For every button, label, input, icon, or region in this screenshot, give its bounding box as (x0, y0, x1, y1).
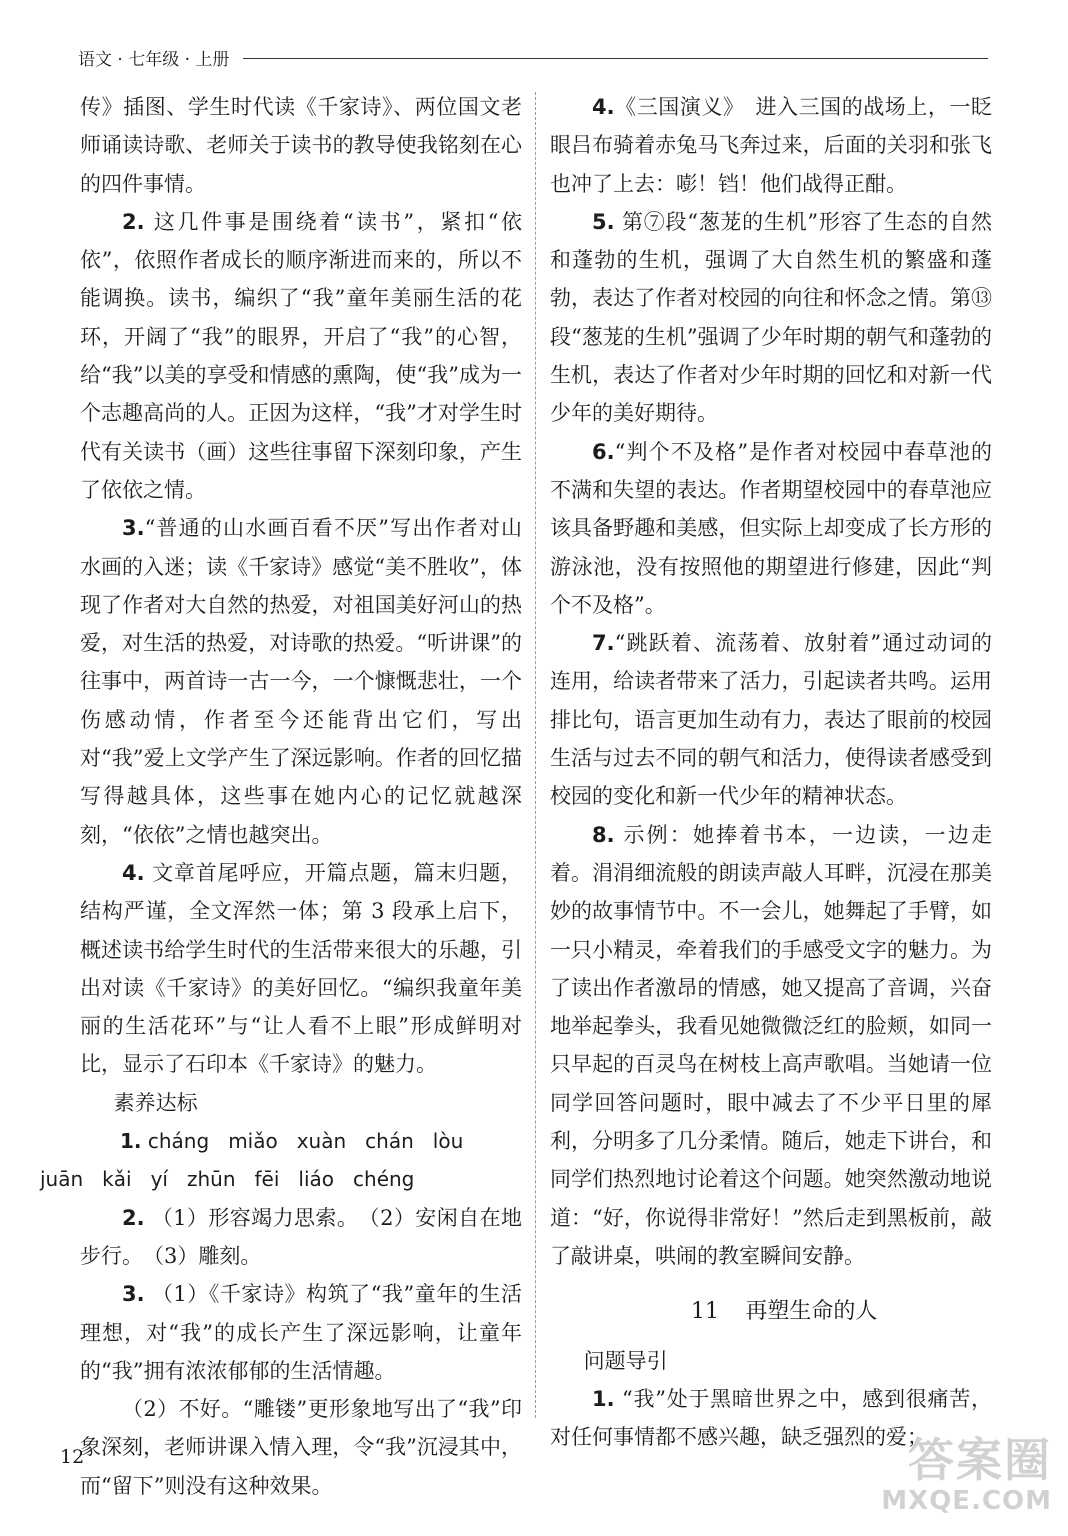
item-number: 1. (120, 1129, 142, 1154)
item-number: 3. (122, 1282, 145, 1307)
pinyin: xuàn (296, 1129, 347, 1154)
answer-item (80, 1275, 522, 1390)
lesson-name: 再塑生命的人 (745, 1299, 878, 1325)
item-text: 《三国演义》 进入三国的战场上，一眨眼吕布骑着赤兔马飞奔过来，后面的关羽和张飞也冲了上去：嘭！铛！他们战得正酣。 (550, 95, 992, 196)
item-text: 示例：她捧着书本，一边读，一边走着。涓涓细流般的朗读声敲人耳畔，沉浸在那美妙的故事情节中。不一会儿，她舞起了手臂，如一只小精灵，牵着我们的手感受文字的魅力。为了读出作者激昂的情感，她又提高了音调，兴奋地举起拳头，我看见她微微泛红的脸颊，如同一只早起的百灵鸟在树枝上高声歌唱。当她请一位同学回答问题时，眼中减去了不少平日里的犀利，分明多了几分柔情。随后，她走下讲台，和同学们热烈地讨论着这个问题。她突然激动地说道：“好，你说得非常好！”然后走到黑板前，敲了敲讲桌，哄闹的教室瞬间安静。 (550, 822, 993, 1268)
item-number: 5. (592, 209, 615, 234)
item-text: 这几件事是围绕着“读书”，紧扣“依依”，依照作者成长的顺序渐进而来的，所以不能调换。读书，编织了“我”童年美丽生活的花环，开阔了“我”的眼界，开启了“我”的心智，给“我”以美的享受和情感的熏陶，使“我”成为一个志趣高尚的人。正因为这样，“我”才对学生时代有关读书（画）这些往事留下深刻印象，产生了依依之情。 (80, 209, 522, 502)
answer-item (550, 203, 992, 433)
answer-item (550, 88, 992, 203)
item-text: “判个不及格”是作者对校园中春草池的不满和失望的表达。作者期望校园中的春草池应该具备野趣和美感，但实际上却变成了长方形的游泳池，没有按照他的期望进行修建，因此“判个不及格”。 (550, 439, 992, 617)
pinyin: chéng (353, 1167, 415, 1192)
item-text: “我”处于黑暗世界之中，感到很痛苦，对任何事情都不感兴趣，缺乏强烈的爱； (550, 1386, 992, 1450)
pinyin: liáo (298, 1167, 335, 1192)
item-text: （1）《千家诗》构筑了“我”童年的生活理想，对“我”的成长产生了深远影响，让童年的“我”拥有浓浓郁郁的生活情趣。 (80, 1282, 522, 1383)
item-number: 4. (122, 860, 145, 885)
pinyin: kǎi (102, 1167, 132, 1192)
pinyin: chán (365, 1129, 414, 1154)
item-number: 2. (122, 209, 145, 234)
pinyin: yí (150, 1167, 168, 1192)
watermark-url: MXQE.COM (881, 1486, 1052, 1516)
pinyin: juān (40, 1167, 84, 1192)
item-number: 8. (592, 822, 615, 847)
item-number: 4. (592, 95, 615, 119)
pinyin: miǎo (228, 1129, 278, 1154)
item-text: 第⑦段“葱茏的生机”形容了生态的自然和蓬勃的生机，强调了大自然生机的繁盛和蓬勃，表达了作者对校园的向往和怀念之情。第⑬段“葱茏的生机”强调了少年时期的朝气和蓬勃的生机，表达了作者对少年时期的回忆和对新一代少年的美好期待。 (550, 209, 992, 426)
item-number: 3. (122, 516, 145, 541)
paragraph: 传》插图、学生时代读《千家诗》、两位国文老师诵读诗歌、老师关于读书的教导使我铭刻在心的四件事情。 (80, 95, 522, 196)
header-label: 语文 · 七年级 · 上册 (78, 49, 230, 70)
item-text: （1）形容竭力思索。 （2）安闲自在地步行。 （3）雕刻。 (80, 1205, 522, 1268)
answer-item (80, 203, 522, 509)
answer-item (550, 816, 992, 1276)
pinyin: lòu (432, 1129, 464, 1154)
lesson-number: 11 (690, 1299, 719, 1325)
page-number: 12 (60, 1446, 85, 1468)
answer-item (80, 854, 522, 1084)
item-text: “跳跃着、流荡着、放射着”通过动词的连用，给读者带来了活力，引起读者共鸣。运用排比句，语言更加生动有力，表达了眼前的校园生活与过去不同的朝气和活力，使得读者感受到校园的变化和新一代少年的精神状态。 (550, 631, 992, 809)
item-number: 2. (122, 1205, 145, 1230)
pinyin: zhūn (186, 1167, 236, 1192)
answer-item (550, 624, 992, 815)
item-text: “普通的山水画百看不厌”写出作者对山水画的入迷；读《千家诗》感觉“美不胜收”，体现了作者对大自然的热爱，对祖国美好河山的热爱，对生活的热爱，对诗歌的热爱。“听讲课”的往事中，两首诗一古一今，一个慷慨悲壮，一个伤感动情，作者至今还能背出它们，写出对“我”爱上文学产生了深远影响。作者的回忆描写得越具体，这些事在她内心的记忆就越深刻，“依依”之情也越突出。 (80, 516, 522, 847)
pinyin: fēi (254, 1167, 280, 1192)
paragraph: （2）不好。“雕镂”更形象地写出了“我”印象深刻，老师讲课入情入理，令“我”沉浸其中，而“留下”则没有这种效果。 (80, 1397, 522, 1498)
item-text: 文章首尾呼应，开篇点题，篇末归题，结构严谨，全文浑然一体；第 3 段承上启下，概述读书给学生时代的生活带来很大的乐趣，引出对读《千家诗》的美好回忆。“编织我童年美丽的生活花环”与“让人看不上眼”形成鲜明对比，显示了石印本《千家诗》的魅力。 (80, 860, 522, 1077)
right-column (550, 88, 992, 1456)
answer-item (80, 509, 522, 854)
page-header (78, 40, 988, 74)
header-rule (243, 58, 988, 59)
pinyin-answer (40, 1122, 522, 1199)
item-number: 1. (592, 1386, 615, 1411)
item-number: 7. (592, 631, 615, 656)
section-heading: 问题导引 (583, 1348, 668, 1373)
watermark-logo-text: 答案圈 (908, 1433, 1052, 1487)
lesson-title (550, 1293, 992, 1331)
answer-item (550, 433, 992, 624)
answer-item (80, 1199, 522, 1276)
section-heading: 素养达标 (113, 1090, 198, 1115)
pinyin: cháng (147, 1129, 210, 1154)
column-divider (535, 92, 536, 1418)
watermark-logo (842, 1434, 1052, 1524)
item-number: 6. (592, 439, 615, 464)
